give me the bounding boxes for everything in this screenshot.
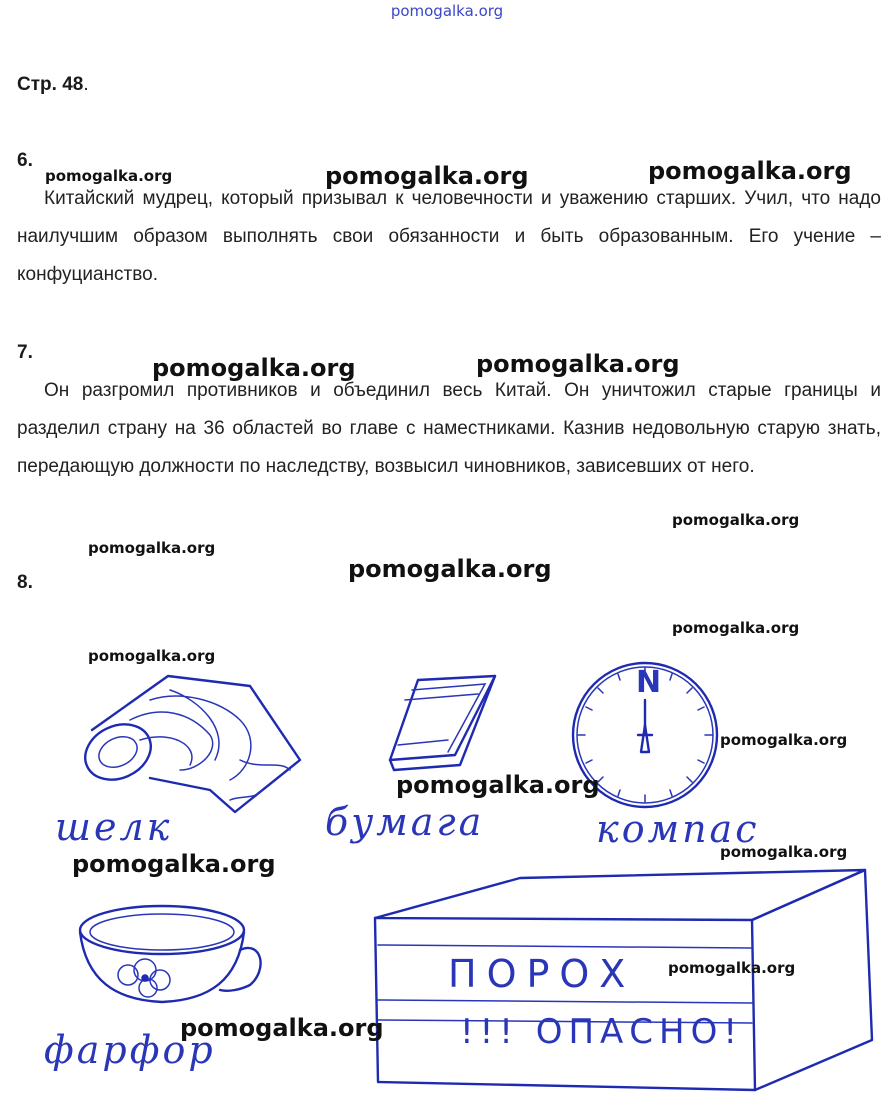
question-number-7: 7. bbox=[17, 342, 33, 363]
watermark: pomogalka.org bbox=[348, 555, 552, 583]
watermark: pomogalka.org bbox=[88, 539, 216, 557]
watermark: pomogalka.org bbox=[45, 167, 173, 185]
watermark: pomogalka.org bbox=[668, 959, 796, 977]
watermark: pomogalka.org bbox=[152, 354, 356, 382]
header-watermark: pomogalka.org bbox=[390, 2, 504, 20]
watermark: pomogalka.org bbox=[648, 157, 852, 185]
watermark: pomogalka.org bbox=[88, 647, 216, 665]
porcelain-cup-icon bbox=[80, 906, 261, 1002]
silk-caption: шелк bbox=[55, 805, 173, 849]
question-number-8: 8. bbox=[17, 572, 33, 593]
paper-book-icon bbox=[390, 676, 495, 770]
silk-roll-icon bbox=[76, 676, 300, 812]
watermark: pomogalka.org bbox=[180, 1014, 384, 1042]
question-6-text: Китайский мудрец, который призывал к человечности и уважению старших. Учил, что надо наилучшим образом выполнять свои обязанности и быть образованным. Его учение – конфуцианство. bbox=[17, 188, 881, 285]
compass-dial-letter: N bbox=[636, 665, 662, 700]
page-label: Стр. 48 bbox=[17, 74, 84, 95]
watermark: pomogalka.org bbox=[325, 162, 529, 190]
paper-caption: бумага bbox=[325, 800, 485, 844]
watermark: pomogalka.org bbox=[396, 771, 600, 799]
watermark: pomogalka.org bbox=[476, 350, 680, 378]
watermark: pomogalka.org bbox=[720, 843, 848, 861]
gunpowder-label: ПОРОХ bbox=[448, 952, 636, 996]
compass-caption: компас bbox=[596, 807, 760, 851]
question-7-text: Он разгромил противников и объединил весь Китай. Он уничтожил старые границы и разделил страну на 36 областей во главе с наместниками. Казнив недовольную старую знать, передающую должности по наследству, возвысил чиновников, зависевших от него. bbox=[17, 380, 881, 477]
porcelain-caption: фарфор bbox=[44, 1028, 216, 1072]
watermark: pomogalka.org bbox=[720, 731, 848, 749]
watermark: pomogalka.org bbox=[72, 850, 276, 878]
page-label-dot: . bbox=[83, 74, 89, 95]
question-number-6: 6. bbox=[17, 150, 33, 171]
danger-label: !!! ОПАСНО! bbox=[460, 1012, 743, 1052]
watermark: pomogalka.org bbox=[672, 511, 800, 529]
watermark: pomogalka.org bbox=[672, 619, 800, 637]
